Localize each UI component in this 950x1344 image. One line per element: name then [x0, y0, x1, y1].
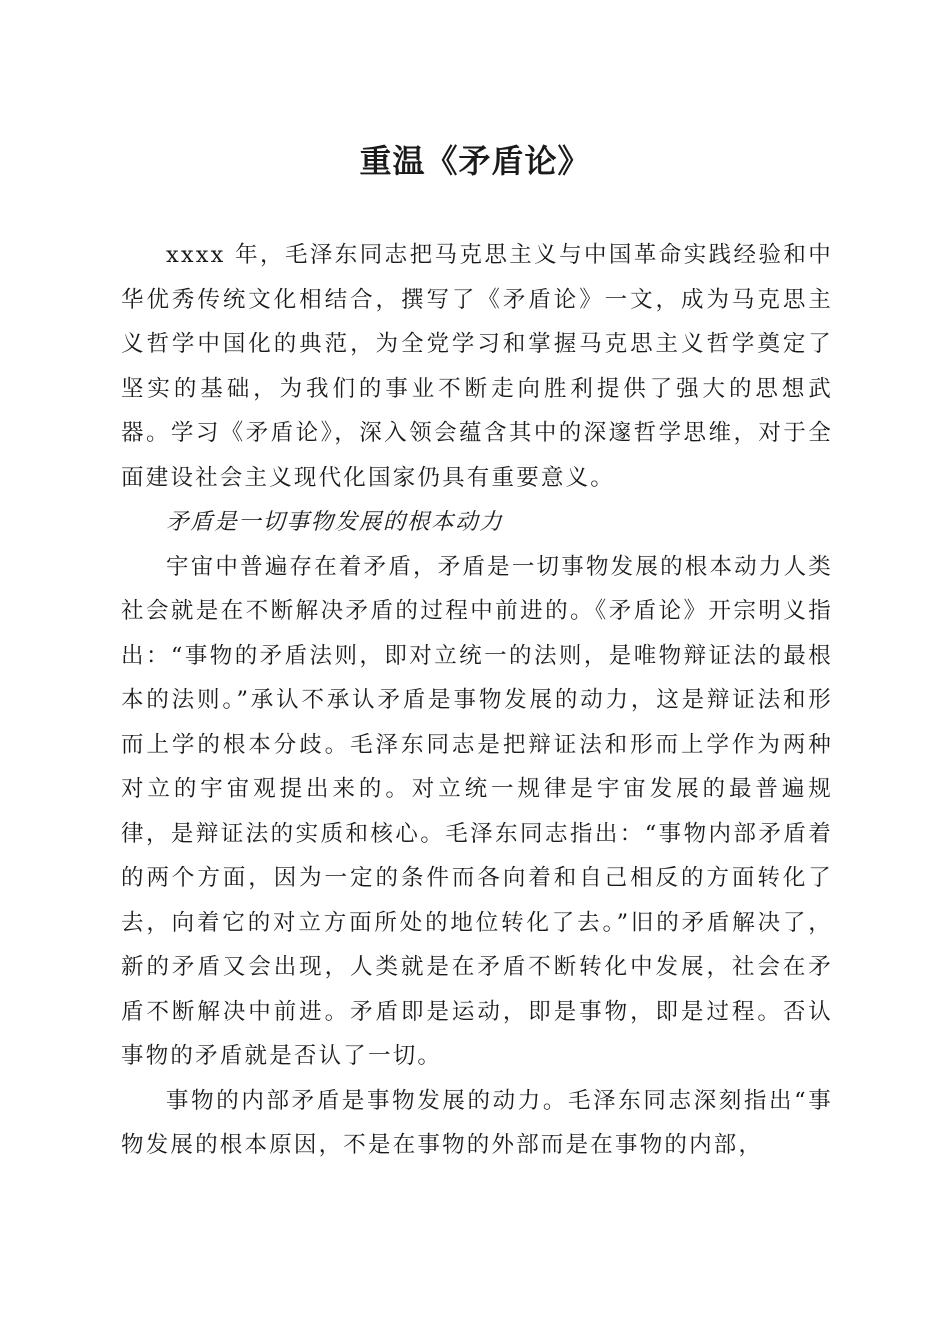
paragraph-internal-contradiction: 事物的内部矛盾是事物发展的动力。毛泽东同志深刻指出“事物发展的根本原因，不是在事物的外部而是在事物的内部， [121, 1087, 833, 1158]
paragraph-intro: xxxx 年，毛泽东同志把马克思主义与中国革命实践经验和中华优秀传统文化相结合，撰写了《矛盾论》一文，成为马克思主义哲学中国化的典范，为全党学习和掌握马克思主义哲学奠定了坚实的基础，为我们的事业不断走向胜利提供了强大的思想武器。学习《矛盾论》，深入领会蕴含其中的深邃哲学思维，对于全面建设社会主义现代化国家仍具有重要意义。 [121, 242, 833, 491]
document-body [121, 233, 833, 1168]
section-heading: 矛盾是一切事物发展的根本动力 [166, 509, 504, 535]
paragraph-contradiction: 宇宙中普遍存在着矛盾，矛盾是一切事物发展的根本动力人类社会就是在不断解决矛盾的过程中前进的。《矛盾论》开宗明义指出：“事物的矛盾法则，即对立统一的法则，是唯物辩证法的最根本的法则。”承认不承认矛盾是事物发展的动力，这是辩证法和形而上学的根本分歧。毛泽东同志是把辩证法和形而上学作为两种对立的宇宙观提出来的。对立统一规律是宇宙发展的最普遍规律，是辩证法的实质和核心。毛泽东同志指出：“事物内部矛盾着的两个方面，因为一定的条件而各向着和自己相反的方面转化了去，向着它的对立方面所处的地位转化了去。”旧的矛盾解决了，新的矛盾又会出现，人类就是在矛盾不断转化中发展，社会在矛盾不断解决中前进。矛盾即是运动，即是事物，即是过程。否认事物的矛盾就是否认了一切。 [121, 553, 833, 1069]
document-title: 重温《矛盾论》 [359, 142, 591, 180]
